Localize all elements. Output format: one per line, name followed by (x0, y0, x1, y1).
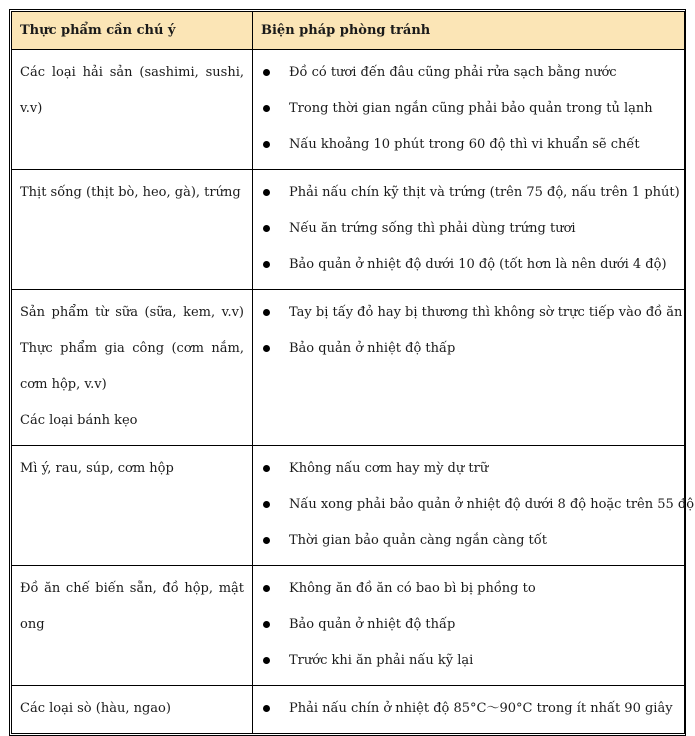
measure-text: Thời gian bảo quản càng ngắn càng tốt (289, 533, 547, 548)
measures-list (261, 295, 683, 367)
bullet-icon (263, 69, 270, 76)
measure-text: Phải nấu chín ở nhiệt độ 85°C～90°C trong ít nhất 90 giây (289, 701, 673, 716)
list-item (261, 55, 676, 91)
list-item (261, 607, 676, 643)
measures-list (261, 451, 695, 559)
table-row (12, 686, 685, 734)
bullet-icon (263, 225, 270, 232)
food-cell (12, 170, 253, 290)
bullet-icon (263, 189, 270, 196)
bullet-icon (263, 261, 270, 268)
measures-cell (253, 50, 685, 170)
list-item (261, 451, 676, 487)
bullet-icon (263, 537, 270, 544)
measures-cell (253, 446, 695, 566)
list-item (261, 523, 676, 559)
food-safety-table (11, 11, 695, 734)
table-body (12, 50, 695, 734)
list-item (261, 331, 676, 367)
food-text: Các loại hải sản (sashimi, sushi, v.v) (20, 65, 244, 116)
measure-text: Bảo quản ở nhiệt độ dưới 10 độ (tốt hơn là nên dưới 4 độ) (289, 257, 667, 272)
measure-text: Nấu khoảng 10 phút trong 60 độ thì vi khuẩn sẽ chết (289, 137, 640, 152)
measures-list (261, 571, 676, 679)
list-item (261, 295, 683, 331)
food-cell (12, 446, 253, 566)
list-item (261, 487, 695, 523)
measure-text: Bảo quản ở nhiệt độ thấp (289, 341, 456, 356)
bullet-icon (263, 309, 270, 316)
table-header-row (12, 12, 685, 50)
measures-cell (253, 566, 685, 686)
list-item (261, 91, 676, 127)
bullet-icon (263, 105, 270, 112)
bullet-icon (263, 501, 270, 508)
table-row (12, 446, 685, 566)
measure-text: Nếu ăn trứng sống thì phải dùng trứng tươi (289, 221, 576, 236)
list-item (261, 247, 676, 283)
measures-cell (253, 170, 685, 290)
header-food: Thực phẩm cần chú ý (12, 12, 253, 50)
measure-text: Trong thời gian ngắn cũng phải bảo quản trong tủ lạnh (289, 101, 653, 116)
list-item (261, 211, 676, 247)
table-row (12, 170, 685, 290)
measures-list (261, 55, 676, 163)
list-item (261, 127, 676, 163)
measure-text: Không ăn đồ ăn có bao bì bị phồng to (289, 581, 536, 596)
table-row (12, 290, 685, 446)
table-row (12, 50, 685, 170)
food-cell (12, 686, 253, 734)
food-text: Thịt sống (thịt bò, heo, gà), trứng (20, 185, 241, 200)
food-text: Các loại sò (hàu, ngao) (20, 701, 171, 716)
measure-text: Trước khi ăn phải nấu kỹ lại (289, 653, 474, 668)
list-item (261, 175, 680, 211)
food-text: Các loại bánh kẹo (20, 413, 138, 428)
list-item (261, 691, 676, 727)
food-cell (12, 290, 253, 446)
measure-text: Bảo quản ở nhiệt độ thấp (289, 617, 456, 632)
header-measures: Biện pháp phòng tránh (253, 12, 685, 50)
measures-list (261, 175, 680, 283)
bullet-icon (263, 621, 270, 628)
measures-cell (253, 686, 685, 734)
food-safety-table-wrapper (11, 11, 695, 734)
bullet-icon (263, 141, 270, 148)
measures-list (261, 691, 676, 727)
bullet-icon (263, 465, 270, 472)
food-cell (12, 566, 253, 686)
measure-text: Nấu xong phải bảo quản ở nhiệt độ dưới 8 độ hoặc trên 55 độ (289, 497, 695, 512)
list-item (261, 643, 676, 679)
measures-cell (253, 290, 685, 446)
food-text: Đồ ăn chế biến sẵn, đồ hộp, mật ong (20, 581, 244, 632)
bullet-icon (263, 585, 270, 592)
list-item (261, 571, 676, 607)
measure-text: Đồ có tươi đến đâu cũng phải rửa sạch bằng nước (289, 65, 617, 80)
measure-text: Không nấu cơm hay mỳ dự trữ (289, 461, 489, 476)
table-row (12, 566, 685, 686)
bullet-icon (263, 345, 270, 352)
measure-text: Tay bị tấy đỏ hay bị thương thì không sờ trực tiếp vào đồ ăn (289, 305, 683, 320)
food-text: Mì ý, rau, súp, cơm hộp (20, 461, 174, 476)
food-text: Sản phẩm từ sữa (sữa, kem, v.v) Thực phẩm gia công (cơm nắm, cơm hộp, v.v) (20, 305, 244, 392)
bullet-icon (263, 705, 270, 712)
food-cell (12, 50, 253, 170)
bullet-icon (263, 657, 270, 664)
measure-text: Phải nấu chín kỹ thịt và trứng (trên 75 độ, nấu trên 1 phút) (289, 185, 680, 200)
